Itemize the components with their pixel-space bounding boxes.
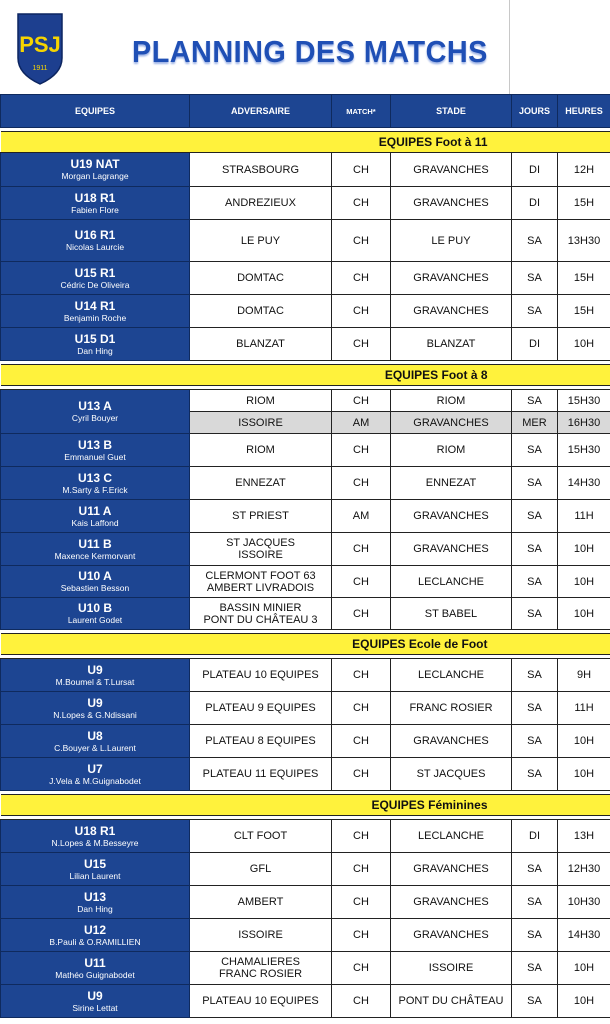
jour-cell: SA xyxy=(512,500,558,533)
match-type-cell: CH xyxy=(332,220,391,262)
match-type-cell: CH xyxy=(332,985,391,1018)
adversaire-text: ST JACQUES xyxy=(226,537,295,549)
adversaire-text: RIOM xyxy=(246,394,275,407)
adversaire-cell xyxy=(190,500,332,533)
team-name: U11 A xyxy=(78,503,112,518)
coach-name: Kais Laffond xyxy=(71,517,119,528)
heure-cell: 13H xyxy=(558,820,610,853)
coach-name: M.Sarty & F.Erick xyxy=(62,484,128,495)
table-row xyxy=(1,153,610,187)
team-name: U9 xyxy=(87,988,103,1003)
heure-cell: 12H xyxy=(558,153,610,187)
match-type-cell: CH xyxy=(332,820,391,853)
heure-cell: 11H xyxy=(558,500,610,533)
adversaire-text: ENNEZAT xyxy=(235,477,286,489)
coach-name: Laurent Godet xyxy=(67,615,123,625)
heure-cell: 16H30 xyxy=(558,412,610,434)
team-name: U7 xyxy=(87,761,103,776)
jour-cell: SA xyxy=(512,853,558,886)
adversaire-text: BLANZAT xyxy=(236,338,285,350)
adversaire-text: PLATEAU 8 EQUIPES xyxy=(205,735,316,747)
match-type-cell: CH xyxy=(332,187,391,220)
coach-name: Cyril Bouyer xyxy=(71,413,119,423)
team-name: U9 xyxy=(87,695,103,710)
jour-cell: DI xyxy=(512,820,558,853)
adversaire-text: LE PUY xyxy=(240,234,281,247)
jour-cell: SA xyxy=(512,262,558,295)
stade-cell: BLANZAT xyxy=(391,328,512,361)
coach-name: Nicolas Laurcie xyxy=(65,242,125,252)
team-cell xyxy=(1,220,190,262)
adversaire-text: GFL xyxy=(249,863,272,875)
section-header xyxy=(1,634,610,655)
adversaire-text-2: AMBERT LIVRADOIS xyxy=(206,581,315,594)
adversaire-cell xyxy=(190,262,332,295)
team-name: U19 NAT xyxy=(70,157,120,171)
adversaire-text: PLATEAU 11 EQUIPES xyxy=(202,768,319,780)
match-type-cell: CH xyxy=(332,725,391,758)
jour-cell: DI xyxy=(512,328,558,361)
table-row xyxy=(1,659,610,692)
team-cell xyxy=(1,692,190,725)
heure-cell: 10H xyxy=(558,533,610,566)
team-cell xyxy=(1,566,190,598)
adversaire-cell xyxy=(190,467,332,500)
coach-name: Lilian Laurent xyxy=(69,870,121,881)
table-row xyxy=(1,820,610,853)
table-row xyxy=(1,467,610,500)
adversaire-text-2: ISSOIRE xyxy=(238,549,283,561)
table-row xyxy=(1,886,610,919)
jour-cell: SA xyxy=(512,566,558,598)
team-name: U18 R1 xyxy=(74,190,116,205)
stade-cell: ST JACQUES xyxy=(391,758,512,791)
adversaire-cell xyxy=(190,412,332,434)
stade-cell: GRAVANCHES xyxy=(391,153,512,187)
team-name: U18 R1 xyxy=(74,823,116,838)
team-cell xyxy=(1,659,190,692)
team-cell xyxy=(1,187,190,220)
stade-cell: GRAVANCHES xyxy=(391,412,512,434)
team-cell xyxy=(1,153,190,187)
team-cell xyxy=(1,820,190,853)
table-header xyxy=(1,95,610,128)
match-type-cell: CH xyxy=(332,758,391,791)
adversaire-text: PLATEAU 10 EQUIPES xyxy=(202,995,319,1007)
team-name: U13 A xyxy=(78,399,112,413)
team-cell xyxy=(1,262,190,295)
team-cell xyxy=(1,500,190,533)
heure-cell: 15H30 xyxy=(558,390,610,412)
adversaire-text: AMBERT xyxy=(237,896,284,908)
match-type-cell: CH xyxy=(332,295,391,328)
coach-name: N.Lopes & M.Besseyre xyxy=(51,837,139,848)
team-name: U13 xyxy=(83,889,106,904)
table-row xyxy=(1,725,610,758)
jour-cell: SA xyxy=(512,467,558,500)
logo-year: 1911 xyxy=(32,65,48,72)
heure-cell: 12H30 xyxy=(558,853,610,886)
coach-name: M.Boumel & T.Lursat xyxy=(55,676,135,687)
match-type-cell: CH xyxy=(332,952,391,985)
stade-cell: RIOM xyxy=(391,434,512,467)
team-name: U9 xyxy=(87,662,103,677)
col-match: MATCH* xyxy=(332,95,391,128)
table-row xyxy=(1,500,610,533)
team-name: U14 R1 xyxy=(74,298,116,313)
coach-name: Maxence Kermorvant xyxy=(54,550,136,561)
team-cell xyxy=(1,952,190,985)
coach-name: N.Lopes & G.Ndissani xyxy=(53,709,137,720)
heure-cell: 15H30 xyxy=(558,434,610,467)
heure-cell: 10H xyxy=(558,725,610,758)
table-row xyxy=(1,295,610,328)
heure-cell: 15H xyxy=(558,295,610,328)
coach-name: Fabien Flore xyxy=(71,204,119,215)
jour-cell: SA xyxy=(512,692,558,725)
jour-cell: SA xyxy=(512,952,558,985)
team-cell xyxy=(1,328,190,361)
table-row xyxy=(1,692,610,725)
team-cell xyxy=(1,758,190,791)
table-row xyxy=(1,262,610,295)
match-type-cell: CH xyxy=(332,153,391,187)
page-header xyxy=(0,0,610,94)
stade-cell: FRANC ROSIER xyxy=(391,692,512,725)
team-name: U15 R1 xyxy=(74,265,116,280)
stade-cell: GRAVANCHES xyxy=(391,853,512,886)
coach-name: Morgan Lagrange xyxy=(61,171,129,181)
match-type-cell: AM xyxy=(332,412,391,434)
jour-cell: SA xyxy=(512,725,558,758)
coach-name: Sebastien Besson xyxy=(60,583,130,593)
adversaire-cell xyxy=(190,598,332,630)
stade-cell: GRAVANCHES xyxy=(391,187,512,220)
team-name: U15 xyxy=(83,856,106,871)
coach-name: Benjamin Roche xyxy=(63,312,127,323)
match-type-cell: CH xyxy=(332,659,391,692)
section-fill xyxy=(512,132,610,153)
match-type-cell: CH xyxy=(332,692,391,725)
stade-cell: GRAVANCHES xyxy=(391,262,512,295)
team-cell xyxy=(1,434,190,467)
match-type-cell: CH xyxy=(332,262,391,295)
heure-cell: 10H xyxy=(558,985,610,1018)
adversaire-cell xyxy=(190,725,332,758)
adversaire-text: CLT FOOT xyxy=(233,830,288,842)
match-type-cell: CH xyxy=(332,328,391,361)
stade-cell: ENNEZAT xyxy=(391,467,512,500)
stade-cell: GRAVANCHES xyxy=(391,886,512,919)
jour-cell: SA xyxy=(512,659,558,692)
adversaire-cell xyxy=(190,153,332,187)
team-name: U15 D1 xyxy=(74,331,116,346)
heure-cell: 14H30 xyxy=(558,919,610,952)
col-jours: JOURS xyxy=(512,95,558,128)
col-adversaire: ADVERSAIRE xyxy=(190,95,332,128)
heure-cell: 10H xyxy=(558,758,610,791)
adversaire-cell xyxy=(190,952,332,985)
match-type-cell: CH xyxy=(332,853,391,886)
match-table xyxy=(0,94,610,1018)
adversaire-text: DOMTAC xyxy=(237,272,284,284)
jour-cell: SA xyxy=(512,886,558,919)
stade-cell: LE PUY xyxy=(391,220,512,262)
team-cell xyxy=(1,853,190,886)
heure-cell: 10H xyxy=(558,952,610,985)
team-cell xyxy=(1,985,190,1018)
coach-name: Emmanuel Guet xyxy=(64,451,126,462)
adversaire-cell xyxy=(190,187,332,220)
heure-cell: 15H xyxy=(558,262,610,295)
adversaire-cell xyxy=(190,295,332,328)
team-cell xyxy=(1,295,190,328)
adversaire-cell xyxy=(190,919,332,952)
table-row xyxy=(1,390,610,412)
jour-cell: SA xyxy=(512,434,558,467)
stade-cell: LECLANCHE xyxy=(391,820,512,853)
heure-cell: 14H30 xyxy=(558,467,610,500)
section-title: EQUIPES Ecole de Foot xyxy=(1,634,512,655)
heure-cell: 10H xyxy=(558,598,610,630)
section-fill xyxy=(512,634,610,655)
stade-cell: ST BABEL xyxy=(391,598,512,630)
coach-name: Dan Hing xyxy=(77,345,113,356)
col-heures: HEURES xyxy=(558,95,610,128)
table-row xyxy=(1,985,610,1018)
team-name: U13 C xyxy=(77,470,112,485)
jour-cell: DI xyxy=(512,153,558,187)
table-row xyxy=(1,598,610,630)
heure-cell: 10H30 xyxy=(558,886,610,919)
jour-cell: SA xyxy=(512,220,558,262)
stade-cell: GRAVANCHES xyxy=(391,533,512,566)
adversaire-text: ST PRIEST xyxy=(232,510,289,522)
coach-name: Cédric De Oliveira xyxy=(60,279,130,290)
heure-cell: 9H xyxy=(558,659,610,692)
heure-cell: 15H xyxy=(558,187,610,220)
stade-cell: ISSOIRE xyxy=(391,952,512,985)
team-name: U13 B xyxy=(77,437,112,452)
team-name: U10 A xyxy=(78,569,112,583)
team-cell xyxy=(1,467,190,500)
club-logo xyxy=(14,12,66,86)
adversaire-text-2: FRANC ROSIER xyxy=(218,968,303,980)
col-stade: STADE xyxy=(391,95,512,128)
coach-name: Mathéo Guignabodet xyxy=(55,969,135,980)
coach-name: B.Pauli & O.RAMILLIEN xyxy=(49,936,141,947)
adversaire-cell xyxy=(190,566,332,598)
adversaire-cell xyxy=(190,758,332,791)
match-type-cell: CH xyxy=(332,598,391,630)
team-name: U11 xyxy=(84,955,106,970)
stade-cell: LECLANCHE xyxy=(391,566,512,598)
adversaire-cell xyxy=(190,853,332,886)
adversaire-cell xyxy=(190,220,332,262)
adversaire-text: ISSOIRE xyxy=(238,929,283,941)
stade-cell: GRAVANCHES xyxy=(391,295,512,328)
section-header xyxy=(1,132,610,153)
table-row xyxy=(1,434,610,467)
jour-cell: SA xyxy=(512,985,558,1018)
heure-cell: 11H xyxy=(558,692,610,725)
adversaire-text: STRASBOURG xyxy=(221,163,299,176)
jour-cell: SA xyxy=(512,919,558,952)
adversaire-cell xyxy=(190,659,332,692)
section-title: EQUIPES Foot à 8 xyxy=(1,365,512,386)
table-row xyxy=(1,919,610,952)
adversaire-cell xyxy=(190,434,332,467)
stade-cell: LECLANCHE xyxy=(391,659,512,692)
adversaire-text: PLATEAU 10 EQUIPES xyxy=(202,669,319,681)
team-cell xyxy=(1,725,190,758)
adversaire-text-2: PONT DU CHÂTEAU 3 xyxy=(203,613,318,626)
adversaire-cell xyxy=(190,820,332,853)
jour-cell: SA xyxy=(512,598,558,630)
page-title: PLANNING DES MATCHS xyxy=(132,34,488,69)
logo-text: PSJ xyxy=(19,32,61,57)
table-row xyxy=(1,566,610,598)
adversaire-cell xyxy=(190,390,332,412)
match-type-cell: AM xyxy=(332,500,391,533)
jour-cell: SA xyxy=(512,533,558,566)
team-name: U12 xyxy=(83,922,106,937)
team-name: U11 B xyxy=(78,536,112,551)
team-cell xyxy=(1,598,190,630)
adversaire-cell xyxy=(190,886,332,919)
section-header xyxy=(1,365,610,386)
section-title: EQUIPES Foot à 11 xyxy=(1,132,512,153)
heure-cell: 13H30 xyxy=(558,220,610,262)
coach-name: Sirine Lettat xyxy=(72,1002,118,1013)
team-cell xyxy=(1,886,190,919)
coach-name: C.Bouyer & L.Laurent xyxy=(54,742,136,753)
adversaire-text: CLERMONT FOOT 63 xyxy=(205,569,316,582)
jour-cell: SA xyxy=(512,758,558,791)
table-row xyxy=(1,220,610,262)
adversaire-text: ANDREZIEUX xyxy=(225,197,296,209)
match-type-cell: CH xyxy=(332,390,391,412)
stade-cell: RIOM xyxy=(391,390,512,412)
team-cell xyxy=(1,919,190,952)
team-cell xyxy=(1,390,190,434)
team-cell xyxy=(1,533,190,566)
table-row xyxy=(1,853,610,886)
match-type-cell: CH xyxy=(332,434,391,467)
table-row xyxy=(1,187,610,220)
jour-cell: SA xyxy=(512,390,558,412)
adversaire-cell xyxy=(190,533,332,566)
stade-cell: GRAVANCHES xyxy=(391,919,512,952)
table-row xyxy=(1,952,610,985)
adversaire-cell xyxy=(190,692,332,725)
team-name: U10 B xyxy=(77,601,112,615)
match-type-cell: CH xyxy=(332,886,391,919)
section-fill xyxy=(512,795,610,816)
adversaire-text: BASSIN MINIER xyxy=(219,601,302,614)
jour-cell: SA xyxy=(512,295,558,328)
team-name: U8 xyxy=(87,728,103,743)
adversaire-text: DOMTAC xyxy=(237,305,284,317)
adversaire-text: RIOM xyxy=(246,444,275,456)
table-row xyxy=(1,328,610,361)
heure-cell: 10H xyxy=(558,328,610,361)
section-fill xyxy=(512,365,610,386)
match-type-cell: CH xyxy=(332,467,391,500)
table-row xyxy=(1,533,610,566)
table-row xyxy=(1,758,610,791)
coach-name: J.Vela & M.Guignabodet xyxy=(49,775,141,786)
col-equipes: EQUIPES xyxy=(1,95,190,128)
heure-cell: 10H xyxy=(558,566,610,598)
match-type-cell: CH xyxy=(332,533,391,566)
adversaire-text: ISSOIRE xyxy=(238,416,283,429)
stade-cell: PONT DU CHÂTEAU xyxy=(391,985,512,1018)
divider xyxy=(509,0,510,94)
match-type-cell: CH xyxy=(332,566,391,598)
adversaire-text: CHAMALIERES xyxy=(221,956,300,968)
match-type-cell: CH xyxy=(332,919,391,952)
section-header xyxy=(1,795,610,816)
jour-cell: DI xyxy=(512,187,558,220)
team-name: U16 R1 xyxy=(74,228,116,242)
coach-name: Dan Hing xyxy=(77,903,113,914)
jour-cell: MER xyxy=(512,412,558,434)
adversaire-cell xyxy=(190,328,332,361)
adversaire-cell xyxy=(190,985,332,1018)
stade-cell: GRAVANCHES xyxy=(391,725,512,758)
stade-cell: GRAVANCHES xyxy=(391,500,512,533)
section-title: EQUIPES Féminines xyxy=(1,795,512,816)
adversaire-text: PLATEAU 9 EQUIPES xyxy=(205,702,316,714)
